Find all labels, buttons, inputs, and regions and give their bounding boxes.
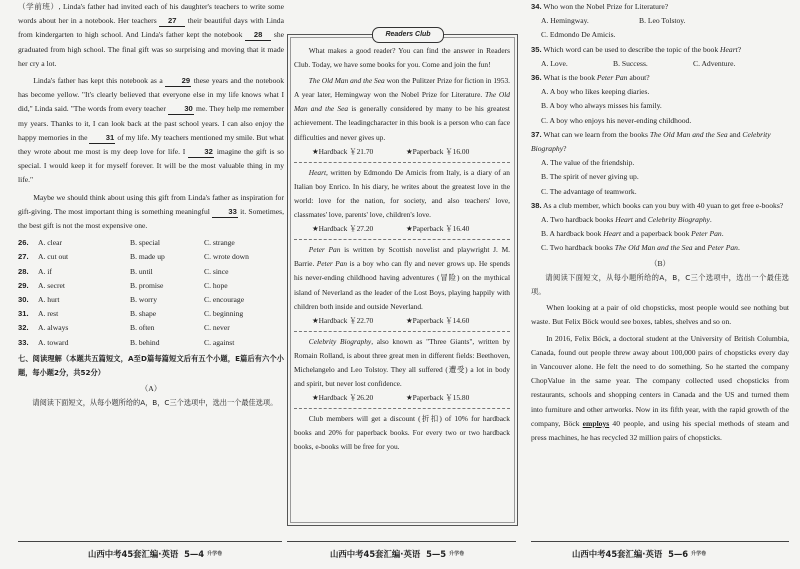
book-peter-pan: Peter Pan is written by Scottish novelist and playwright J. M. Barrie. Peter Pan is a boy who can fly and never grows up. He spends his never-ending childhood having adventures (冒险) on the mythical island of Neverland as the leader of the Lost Boys, playing happily with children both inside and outside Neverland.	[294, 245, 510, 311]
readers-club-title: Readers Club	[372, 27, 444, 43]
readers-club-body	[294, 44, 510, 455]
option-row: 32. A. always B. often C. never	[18, 323, 230, 333]
price-row: ★Hardback ￥22.70 ★Paperback ￥14.60	[312, 315, 470, 325]
blank-27: 27	[159, 16, 185, 27]
passage-paragraph: In 2016, Felix Böck, a doctoral student at the University of British Columbia, Canada, found out people threw away about 100,000 pairs of chopsticks every day in Vancouver alone. He felt the need to do something. So he started the company ChopValue in the same year. The company collected used chopsticks from restaurants, schools and shopping centers in Canada and the US and turned them into furniture and other artworks. Now in its fifth year, with the rapid growth of the company, Böck employs 40 people, and using his special methods of steam and press machines, he has recycled 32 million pairs of chopsticks.	[531, 333, 789, 443]
footer-left: 山西中考45套汇编·英语 5—4 升学卷	[88, 549, 223, 559]
price-row: ★Hardback ￥27.20 ★Paperback ￥16.40	[312, 224, 470, 234]
column-left	[18, 0, 284, 411]
option: A. The value of the friendship.	[541, 158, 635, 168]
option-row: A. Love. B. Success. C. Adventure.	[541, 58, 736, 68]
footer-mark: 升学卷	[449, 551, 465, 557]
footer-rule	[287, 541, 516, 542]
question-38: 38. As a club member, which books can you buy with 40 yuan to get free e-books?	[531, 200, 784, 210]
blank-32: 32	[188, 147, 214, 158]
book-old-man: The Old Man and the Sea won the Pulitzer Prize for fiction in 1953. A year later, Hemingway won the Nobel Prize for Literature. The Old Man and the Sea is generally considered by many to be his greatest achievement. The leadingcharacter in this book is a person who can face difficulties and never gives up.	[294, 76, 510, 142]
blank-30: 30	[168, 104, 194, 115]
option-row: 29. A. secret B. promise C. hope	[18, 280, 228, 290]
part-label: （A）	[140, 384, 162, 394]
passage-paragraph: Linda's father has kept this notebook as a 29 these years and the notebook has become yellow. "It's clearly believed that everyone else in my life knows what I did," Linda said. "The words from every teacher 30 me. They help me remember my years. Thanks to it, I can look back at the past school years. I can also enjoy the happy memories in the 31 of my life. My teachers mentioned my smile. But what they wrote about me most is my deep love for life. I 32 imagine the gift is so special. I would keep it for myself forever. It will be the most valuable thing in my life."	[18, 76, 285, 185]
footer-middle: 山西中考45套汇编·英语 5—5 升学卷	[330, 549, 465, 559]
part-label: （B）	[649, 258, 671, 268]
option-row: 31. A. rest B. shape C. beginning	[18, 309, 244, 319]
option: B. A boy who always misses his family.	[541, 101, 662, 111]
question-35: 35. Which word can be used to describe the topic of the book Heart?	[531, 44, 742, 54]
book-heart: Heart, written by Edmondo De Amicis from Italy, is a diary of an Italian boy Enrico. In his diary, he writes about the greatest love in the world: love for the nation, for society, and also teachers' love, classmates' love, parents' love, children's love.	[294, 167, 510, 220]
blank-31: 31	[89, 133, 115, 144]
option: C. Edmondo De Amicis.	[541, 30, 616, 40]
price-row: ★Hardback ￥21.70 ★Paperback ￥16.00	[312, 146, 470, 156]
blank-33: 33	[212, 207, 238, 218]
option: A. A boy who likes keeping diaries.	[541, 87, 650, 97]
book-celebrity: Celebrity Biography, also known as "Three Giants", written by Romain Rolland, is about three great men in different fields: Beethoven, Michelangelo and Leo Tolstoy. They all suffered (遭受) a lot in body and spirit, but never lost confidence.	[294, 336, 510, 389]
option: C. Two hardback books The Old Man and the Sea and Peter Pan.	[541, 243, 740, 253]
divider	[294, 331, 510, 332]
footer-rule	[18, 541, 282, 542]
instruction: 请阅读下面短文，从每小题所给的A，B，C三个选项中，选出一个最佳选项。	[531, 272, 789, 297]
option: C. A boy who enjoys his never-ending childhood.	[541, 115, 692, 125]
footer-rule	[531, 541, 789, 542]
intro: What makes a good reader? You can find the answer in Readers Club. Today, we have some books for you. Come and join the fun!	[294, 46, 510, 70]
price-row: ★Hardback ￥26.20 ★Paperback ￥15.80	[312, 393, 470, 403]
footer-mark: 升学卷	[207, 551, 223, 557]
passage-paragraph: When looking at a pair of old chopsticks, most people would see nothing but waste. But Felix Böck would see boxes, tables, shelves and so on.	[531, 303, 789, 327]
blank-28: 28	[245, 30, 271, 41]
option-row: 30. A. hurt B. worry C. encourage	[18, 295, 245, 305]
blank-29: 29	[165, 76, 191, 87]
question-36: 36. What is the book Peter Pan about?	[531, 73, 650, 83]
divider	[294, 162, 510, 163]
passage-paragraph: （学前班）, Linda's father had invited each of his daughter's teachers to write some words about her in a notebook. Her teachers 27 their beautiful days with Linda from kindergarten to high school. And Linda's father kept the notebook 28 she graduated from high school. The final gift was so surprising and moving that it made her cry a lot.	[18, 2, 284, 68]
option: B. A hardback book Heart and a paperback book Peter Pan.	[541, 229, 724, 239]
option: A. Two hardback books Heart and Celebrity Biography.	[541, 215, 712, 225]
divider	[294, 408, 510, 409]
divider	[294, 239, 510, 240]
footer-right: 山西中考45套汇编·英语 5—6 升学卷	[572, 549, 707, 559]
footer-mark: 升学卷	[691, 551, 707, 557]
option-row: 33. A. toward B. behind C. against	[18, 337, 235, 347]
option-row: 27. A. cut out B. made up C. wrote down	[18, 252, 249, 262]
option: C. The advantage of teamwork.	[541, 186, 637, 196]
option: B. The spirit of never giving up.	[541, 172, 639, 182]
column-right	[531, 0, 789, 445]
options-list	[18, 236, 284, 350]
option-row: 28. A. if B. until C. since	[18, 266, 229, 276]
question-34: 34. Who won the Nobel Prize for Literature?	[531, 2, 669, 11]
section-heading: 七、阅读理解（本题共五篇短文，A至D篇每篇短文后有五个小题，E篇后有六个小题，每小题2分，共52分）	[18, 353, 284, 378]
club-discount: Club members will get a discount (折扣) of 10% for hardback books and 20% for paperback books. For every two or two hardback books, e-books will be free for you.	[294, 414, 510, 452]
instruction: 请阅读下面短文，从每小题所给的A，B，C三个选项中，选出一个最佳选项。	[32, 398, 278, 408]
option-row: A. Hemingway. B. Leo Tolstoy.	[541, 16, 686, 26]
question-37: 37. What can we learn from the books The Old Man and the Sea and Celebrity Biography?	[531, 129, 771, 154]
passage-paragraph: Maybe we should think about using this gift from Linda's father as inspiration for gift-giving. The most important thing is something meaningful 33 it. Sometimes, the best gift is not the most expensive one.	[18, 192, 285, 231]
option-row: 26. A. clear B. special C. strange	[18, 238, 235, 248]
